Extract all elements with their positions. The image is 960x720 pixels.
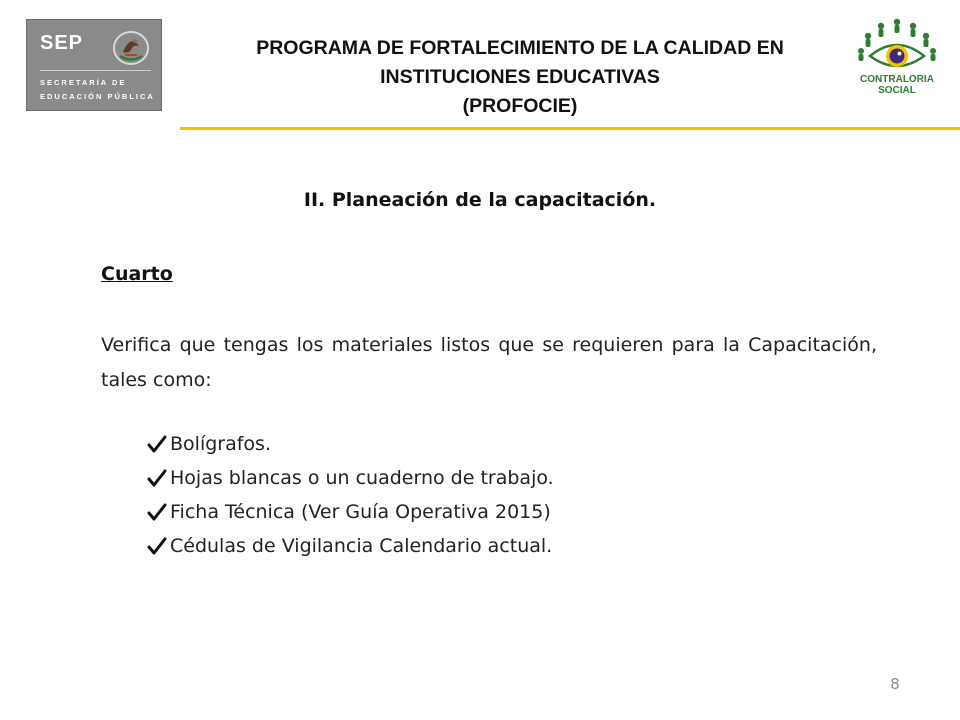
list-item bbox=[146, 529, 554, 563]
checkmark-icon bbox=[146, 535, 168, 557]
checkmark-icon bbox=[146, 501, 168, 523]
sep-divider bbox=[40, 70, 151, 71]
program-title-line: INSTITUCIONES EDUCATIVAS bbox=[380, 66, 660, 88]
program-title-line: PROGRAMA DE FORTALECIMIENTO DE LA CALIDAD EN bbox=[256, 37, 784, 59]
list-item bbox=[146, 495, 554, 529]
program-title-line: (PROFOCIE) bbox=[462, 95, 578, 117]
program-title bbox=[190, 34, 850, 121]
contraloria-line1: CONTRALORIA bbox=[860, 74, 934, 85]
list-item-text: Ficha Técnica (Ver Guía Operativa 2015) bbox=[170, 501, 551, 523]
subheading: Cuarto bbox=[101, 263, 173, 285]
list-item bbox=[146, 427, 554, 461]
sep-line-educacion: EDUCACIÓN PÚBLICA bbox=[40, 92, 155, 101]
contraloria-social-logo bbox=[852, 16, 942, 106]
contraloria-line2: SOCIAL bbox=[878, 85, 916, 96]
section-title: II. Planeación de la capacitación. bbox=[303, 189, 657, 211]
instruction-paragraph: Verifica que tengas los materiales listos que se requieren para la Capacitación, tales como: bbox=[101, 334, 877, 391]
checkmark-icon bbox=[146, 433, 168, 455]
eye-with-people-icon bbox=[858, 19, 936, 67]
header-divider bbox=[180, 127, 960, 130]
list-item-text: Cédulas de Vigilancia Calendario actual. bbox=[170, 535, 553, 557]
sep-logo bbox=[26, 19, 162, 111]
list-item-text: Hojas blancas o un cuaderno de trabajo. bbox=[170, 467, 554, 489]
checkmark-icon bbox=[146, 467, 168, 489]
sep-line-secretaria: SECRETARÍA DE bbox=[40, 78, 127, 87]
page-number: 8 bbox=[890, 675, 900, 693]
sep-abbreviation: SEP bbox=[40, 32, 84, 54]
mexican-coat-of-arms-icon bbox=[111, 28, 151, 66]
list-item bbox=[146, 461, 554, 495]
materials-checklist bbox=[146, 427, 554, 563]
list-item-text: Bolígrafos. bbox=[170, 433, 271, 455]
